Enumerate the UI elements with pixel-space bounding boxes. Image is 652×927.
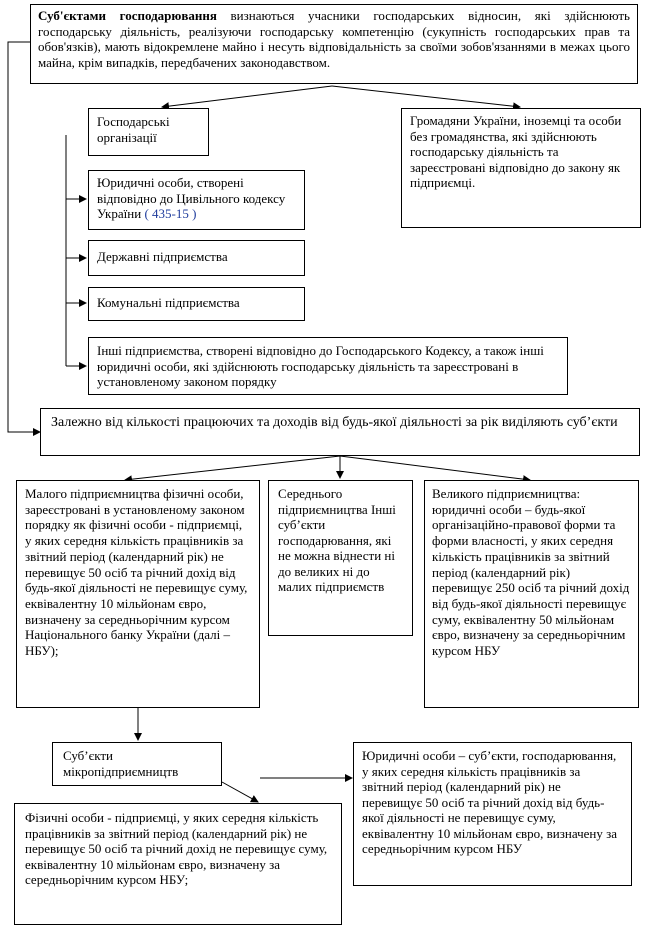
other-enterprises-box: [88, 337, 568, 395]
medium-business-box: [268, 480, 413, 636]
micro-legal-box: [353, 742, 632, 886]
state-enterprises-box: [88, 240, 305, 276]
organizations-title: Господарські організації: [97, 114, 170, 145]
micro-business-title: Суб’єкти мікропідприємництв: [63, 748, 179, 779]
citizens-text: Громадяни України, іноземці та особи без громадянства, які здійснюють господарську діяльність та зареєстровані відповідно до закону як підприємці.: [410, 113, 622, 190]
arrow-to-organizations: [162, 86, 332, 107]
micro-individuals-box: [14, 803, 342, 925]
organizations-title-box: [88, 108, 209, 156]
arrow-to-small: [125, 456, 340, 480]
communal-enterprises-text: Комунальні підприємства: [97, 295, 240, 310]
small-business-box: [16, 480, 260, 708]
size-classification-text: Залежно від кількості працюючих та доходів від будь-якої діяльності за рік виділяють суб’єкти: [51, 415, 618, 430]
arrow-to-large: [340, 456, 530, 480]
definition-text: визнаються учасники господарських відносин, які здійснюють господарську діяльність, реалізуючи господарську компетенцію (сукупність господарських прав та обов'язків), мають відокремлене майно і несуть відповідальність за своїми зобов'язаннями в межах цього майна, крім випадків, передбачених законодавством.: [38, 8, 630, 70]
micro-business-box: [52, 742, 222, 786]
large-business-box: [424, 480, 639, 708]
other-enterprises-text: Інші підприємства, створені відповідно до Господарського Кодексу, а також інші юридичні особи, які здійснюють господарську діяльність та зареєстровані в установленому законом порядку: [97, 343, 544, 389]
arrow-definition-to-size: [8, 42, 40, 432]
definition-box: [30, 4, 638, 84]
large-business-text: Великого підприємництва: юридичні особи – будь-якої організаційно-правової форми та форми власності, у яких середня кількість працівників за звітний період (календарний рік) перевищує 250 осіб та річний дохід від будь-якої діяльності перевищує суму, еквівалентну 50 мільйонам євро, визначену за середньорічним курсом НБУ: [432, 486, 630, 659]
communal-enterprises-box: [88, 287, 305, 321]
definition-term: Суб'єктами господарювання: [38, 8, 217, 23]
small-business-text: Малого підприємництва фізичні особи, зареєстровані в установленому законом порядку як фізичні особи - підприємці, у яких середня кількість працівників за звітний період (календарний рік) не перевищує 50 осіб та річний дохід від будь-якої діяльності не перевищує суму, еквівалентну 10 мільйонам євро, визначену за середньорічним курсом Національного банку України (далі – НБУ);: [25, 486, 248, 659]
arrow-micro-to-individuals: [222, 782, 258, 802]
medium-business-text: Середнього підприємництва Інші суб’єкти господарювання, які не можна віднести ні до великих ні до малих підприємств: [278, 486, 396, 594]
legal-entities-box: [88, 170, 305, 230]
micro-individuals-text: Фізичні особи - підприємці, у яких середня кількість працівників за звітний період (календарний рік) не перевищує 50 осіб та річний дохід не перевищує суму, еквівалентну 10 мільйонам євро, визначену за середньорічним курсом НБУ;: [25, 810, 328, 887]
size-classification-box: [40, 408, 640, 456]
arrow-to-citizens: [332, 86, 520, 107]
citizens-box: [401, 108, 641, 228]
civil-code-link[interactable]: ( 435-15 ): [144, 206, 197, 221]
micro-legal-text: Юридичні особи – суб’єкти, господарювання, у яких середня кількість працівників за звітний період (календарний рік) не перевищує 50 осіб та річний дохід від будь-якої діяльності не перевищує суму, еквівалентну 10 мільйонам євро, визначену за середньорічним курсом НБУ: [362, 748, 618, 856]
state-enterprises-text: Державні підприємства: [97, 249, 228, 264]
legal-entities-text: Юридичні особи, створені відповідно до Цивільного кодексу України: [97, 175, 286, 221]
